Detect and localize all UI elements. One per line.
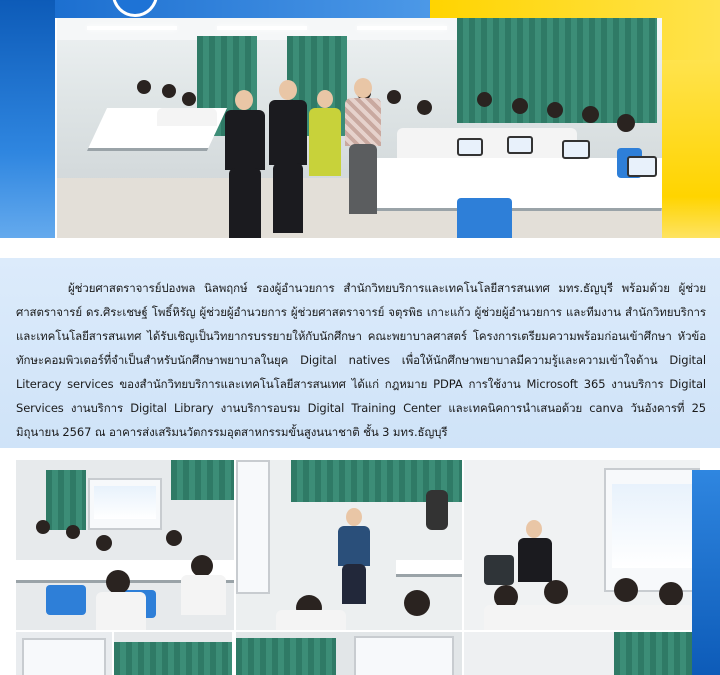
separator: [0, 238, 720, 258]
student-shirt: [484, 605, 694, 630]
speaker: [526, 520, 542, 538]
student: [417, 100, 432, 115]
decorative-blue-band-right: [692, 470, 720, 675]
student: [659, 582, 683, 606]
projector-screen: [354, 636, 454, 675]
classroom-photo-1: [16, 460, 234, 630]
student: [512, 98, 528, 114]
curtain: [236, 638, 336, 675]
presenter-3-dress: [309, 108, 341, 176]
student: [162, 84, 176, 98]
presenter-1-trousers: [229, 168, 261, 240]
decorative-yellow-band-right: [660, 60, 720, 255]
chair: [46, 585, 86, 615]
presenter-4-trousers: [349, 144, 377, 214]
podium: [484, 555, 514, 585]
student: [182, 92, 196, 106]
presenter-4: [354, 78, 372, 98]
classroom-photo-6: [236, 632, 462, 675]
curtain: [614, 632, 700, 675]
curtain: [46, 470, 86, 530]
tablet: [627, 156, 657, 177]
student: [387, 90, 401, 104]
students-row: [397, 128, 577, 158]
photo-gallery: [0, 448, 720, 675]
speaker-shirt: [338, 526, 370, 566]
student: [614, 578, 638, 602]
projector-screen: [236, 460, 270, 594]
student: [547, 102, 563, 118]
speaker-outfit: [518, 538, 552, 582]
student: [106, 570, 130, 594]
curtain: [114, 642, 232, 675]
presenter-3: [317, 90, 333, 108]
student-shirt: [181, 575, 226, 615]
group-photo: [57, 18, 662, 248]
student: [137, 80, 151, 94]
students-row: [157, 108, 217, 126]
projector-screen: [88, 478, 162, 530]
curtain: [171, 460, 234, 500]
student: [404, 590, 430, 616]
ceiling-light: [217, 26, 307, 30]
projector-screen: [604, 468, 700, 592]
classroom-photo-5: [114, 632, 232, 675]
chair: [426, 490, 448, 530]
tablet: [507, 136, 533, 154]
presenter-1-suit: [225, 110, 265, 170]
ceiling-light: [357, 26, 447, 30]
student: [617, 114, 635, 132]
tablet: [562, 140, 590, 159]
student: [36, 520, 50, 534]
projector-screen: [22, 638, 106, 675]
speaker-trousers: [342, 564, 366, 604]
desk: [396, 560, 462, 577]
tablet: [457, 138, 483, 156]
student: [191, 555, 213, 577]
classroom-photo-7: [464, 632, 700, 675]
student: [66, 525, 80, 539]
decorative-blue-band-left: [0, 0, 55, 255]
student: [96, 535, 112, 551]
presenter-2-suit: [269, 100, 307, 165]
presenter-2-trousers: [273, 163, 303, 233]
student-shirt: [276, 610, 346, 630]
student: [166, 530, 182, 546]
classroom-photo-3: [464, 460, 700, 630]
presenter-1: [235, 90, 253, 110]
student: [477, 92, 492, 107]
student: [582, 106, 599, 123]
slide: [612, 484, 693, 568]
slide: [94, 486, 156, 520]
caption-text: ผู้ช่วยศาสตราจารย์ปองพล นิลพฤกษ์ รองผู้อำนวยการ สำนักวิทยบริการและเทคโนโลยีสารสนเทศ มทร.ธัญบุรี พร้อมด้วย ผู้ช่วยศาสตราจารย์ ดร.ศิระเชษฐ์ โพธิ์หิรัญ ผู้ช่วยผู้อำนวยการ ผู้ช่วยศาสตราจารย์ จตุรพิธ เกาะแก้ว ผู้ช่วยผู้อำนวยการ และทีมงาน สำนักวิทยบริการและเทคโนโลยีสารสนเทศ ได้รับเชิญเป็นวิทยากรบรรยายให้กับนักศึกษา คณะพยาบาลศาสตร์ โครงการเตรียมความพร้อมก่อนเข้าศึกษา หัวข้อทักษะคอมพิวเตอร์ที่จำเป็นสำหรับนักศึกษาพยาบาลในยุค Digital natives เพื่อให้นักศึกษาพยาบาลมีความรู้และความเข้าใจด้าน Digital Literacy services ของสำนักวิทยบริการและเทคโนโลยีสารสนเทศ ได้แก่ กฎหมาย PDPA การใช้งาน Microsoft 365 งานบริการ Digital Services งานบริการ Digital Library งานบริการอบรม Digital Training Center และเทคนิคการนำเสนอด้วย canva วันอังคารที่ 25 มิถุนายน 2567 ณ อาคารส่งเสริมนวัตกรรมอุตสาหกรรมขั้นสูงนนาชาติ ชั้น 3 มทร.ธัญบุรี: [16, 281, 706, 439]
ceiling-light: [87, 26, 177, 30]
presenter-2: [279, 80, 297, 100]
student: [544, 580, 568, 604]
caption-panel: [0, 258, 720, 448]
classroom-photo-2: [236, 460, 462, 630]
speaker: [346, 508, 362, 526]
presenter-4-shirt: [345, 98, 381, 146]
classroom-photo-4: [16, 632, 112, 675]
student-shirt: [96, 592, 146, 630]
